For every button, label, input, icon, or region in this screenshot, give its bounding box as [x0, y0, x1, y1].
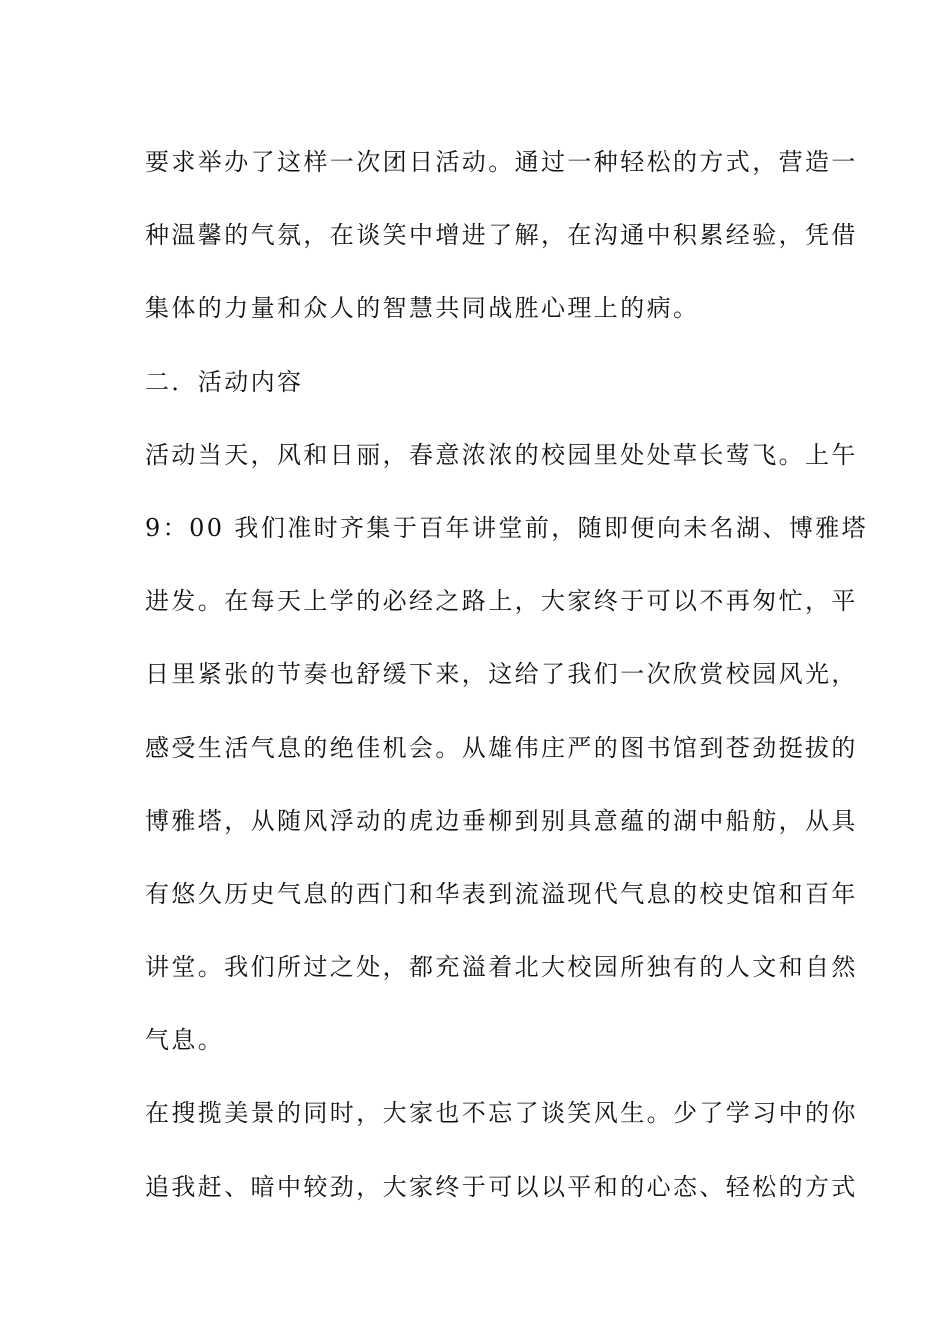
text-line: 气息。 — [145, 1026, 225, 1055]
text-line: 追我赶、暗中较劲，大家终于可以以平和的心态、轻松的方式 — [145, 1172, 858, 1201]
text-line: 感受生活气息的绝佳机会。从雄伟庄严的图书馆到苍劲挺拔的 — [145, 733, 858, 762]
text-line: 日里紧张的节奏也舒缓下来，这给了我们一次欣赏校园风光， — [145, 660, 858, 689]
text-line: 9：00 我们准时齐集于百年讲堂前，随即便向未名湖、博雅塔 — [145, 513, 869, 542]
text-line: 进发。在每天上学的必经之路上，大家终于可以不再匆忙，平 — [145, 587, 858, 616]
text-line: 种温馨的气氛，在谈笑中增进了解，在沟通中积累经验，凭借 — [145, 221, 858, 250]
text-line: 要求举办了这样一次团日活动。通过一种轻松的方式，营造一 — [145, 148, 858, 176]
text-line: 博雅塔，从随风浮动的虎边垂柳到别具意蕴的湖中船舫，从具 — [145, 806, 858, 835]
text-line: 有悠久历史气息的西门和华表到流溢现代气息的校史馆和百年 — [145, 879, 858, 908]
paragraph-intro-continued — [145, 126, 858, 346]
text-line: 在搜揽美景的同时，大家也不忘了谈笑风生。少了学习中的你 — [145, 1099, 858, 1128]
paragraph-activity-day — [145, 419, 869, 1078]
text-line: 讲堂。我们所过之处，都充溢着北大校园所独有的人文和自然 — [145, 953, 858, 982]
document-body — [145, 126, 869, 1224]
section-heading: 二．活动内容 — [145, 367, 304, 396]
text-line: 活动当天，风和日丽，春意浓浓的校园里处处草长莺飞。上午 — [145, 440, 858, 469]
paragraph-sightseeing — [145, 1077, 858, 1223]
text-line: 集体的力量和众人的智慧共同战胜心理上的病。 — [145, 294, 700, 323]
